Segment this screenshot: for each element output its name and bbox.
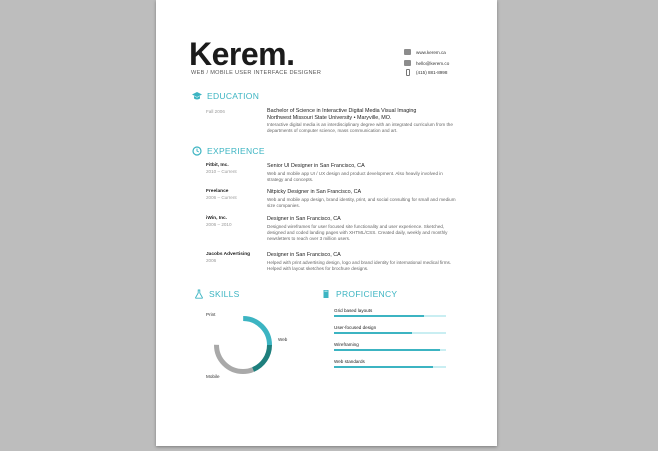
contact-phone — [404, 68, 447, 76]
role-description: Web and mobile app design, brand identity, print, and social consulting for small and medium size companies. — [267, 196, 456, 208]
education-heading: EDUCATION — [192, 91, 259, 101]
experience-entry — [267, 163, 457, 183]
clock-icon — [192, 146, 202, 156]
phone-text: (415) 881-8998 — [416, 69, 448, 75]
email-text: hello@kerem.co — [416, 60, 450, 66]
skill-label-mobile: Mobile — [206, 374, 220, 379]
proficiency-bar — [334, 315, 446, 317]
resume-name: Kerem. — [189, 36, 295, 72]
role-description: Web and mobile app UI / UX design and product development. Also heavily involved in strategy and concepts. — [267, 170, 443, 182]
role-title: Nitpicky Designer in San Francisco, CA — [267, 189, 362, 195]
proficiency-bar — [334, 366, 446, 368]
skill-label-print: Print — [206, 312, 216, 317]
monitor-icon — [404, 49, 411, 55]
proficiency-bar — [334, 332, 446, 334]
proficiency-fill — [334, 366, 433, 368]
contact-email[interactable] — [404, 59, 449, 67]
company-name: iWin, Inc. — [206, 216, 228, 221]
proficiency-item — [334, 308, 446, 317]
experience-meta — [206, 163, 268, 175]
role-description: Helped with print advertising design, logo and brand identity for international medical firms. Helped with layout sketches for brochure designs. — [267, 259, 452, 271]
role-title: Senior UI Designer in San Francisco, CA — [267, 163, 365, 169]
experience-meta — [206, 216, 268, 228]
skills-heading: SKILLS — [194, 289, 240, 299]
proficiency-fill — [334, 332, 412, 334]
proficiency-label: Web standards — [334, 359, 365, 364]
company-name: Jacobs Advertising — [206, 252, 251, 257]
company-dates: 2006 – 2010 — [206, 222, 232, 227]
proficiency-item — [334, 325, 446, 334]
proficiency-bar — [334, 349, 446, 351]
proficiency-heading: PROFICIENCY — [321, 289, 397, 299]
skill-label-web: Web — [278, 337, 288, 342]
mail-icon — [404, 60, 411, 66]
job-title: WEB / MOBILE USER INTERFACE DESIGNER — [191, 70, 322, 76]
proficiency-item — [334, 359, 446, 368]
contact-website[interactable] — [404, 48, 446, 56]
education-entry — [267, 108, 457, 135]
proficiency-fill — [334, 315, 424, 317]
education-date: Fall 2006 — [206, 109, 225, 114]
education-description: Interactive digital media is an interdisciplinary degree with an integrated curriculum from the departments of computer science, mass communication and art. — [267, 122, 453, 134]
resume-page — [156, 0, 497, 446]
company-name: Freelance — [206, 189, 229, 194]
school: Northwest Missouri State University • Maryville, MO. — [267, 114, 392, 121]
website-text: www.kerem.ca — [416, 49, 446, 55]
book-icon — [321, 289, 331, 299]
proficiency-label: Wireframing — [334, 342, 359, 347]
role-title: Designer in San Francisco, CA — [267, 252, 341, 258]
phone-icon — [406, 69, 410, 76]
company-name: Fitbit, Inc. — [206, 163, 229, 168]
proficiency-fill — [334, 349, 440, 351]
degree: Bachelor of Science in Interactive Digital Media Visual Imaging — [267, 108, 417, 114]
skills-donut-chart — [210, 312, 276, 378]
proficiency-item — [334, 342, 446, 351]
company-dates: 2006 — [206, 258, 217, 263]
graduation-cap-icon — [192, 91, 202, 101]
experience-entry — [267, 252, 457, 272]
experience-meta — [206, 189, 268, 201]
experience-meta — [206, 252, 268, 264]
role-description: Designed wireframes for user focused site functionality and user experience. Sketched, designed and coded landing pages with XHTML/CSS. Created daily, weekly and monthly newsletters to reach over 3 million users. — [267, 223, 448, 242]
experience-heading: EXPERIENCE — [192, 146, 265, 156]
proficiency-label: Grid based layouts — [334, 308, 373, 313]
company-dates: 2006 – Current — [206, 195, 237, 200]
flask-icon — [194, 289, 204, 299]
proficiency-label: User-focused design — [334, 325, 377, 330]
role-title: Designer in San Francisco, CA — [267, 216, 341, 222]
experience-entry — [267, 216, 457, 242]
experience-entry — [267, 189, 457, 209]
company-dates: 2010 – Current — [206, 169, 237, 174]
